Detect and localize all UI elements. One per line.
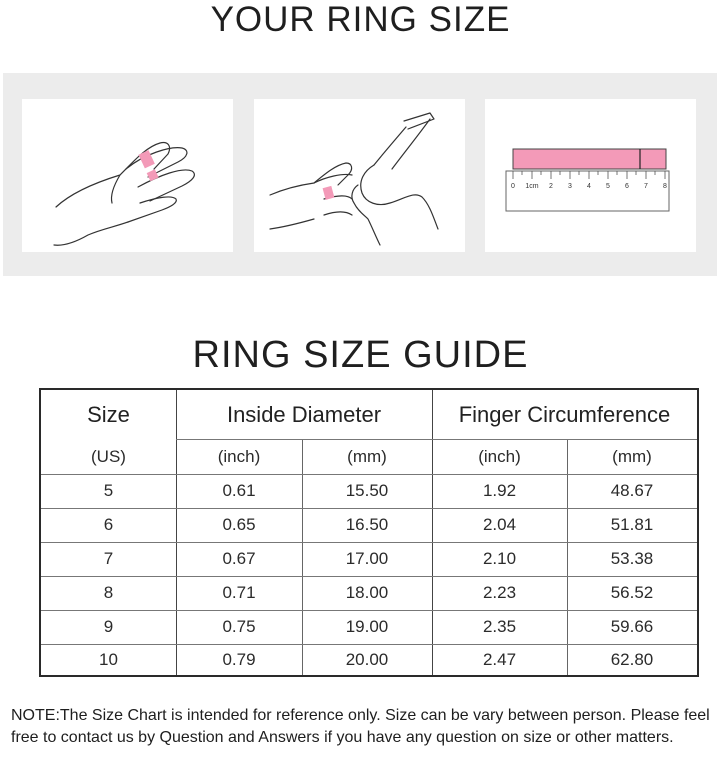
ruler-tick-label: 8 [663, 183, 667, 190]
disclaimer-note: NOTE:The Size Chart is intended for reference only. Size can be vary between person. Please feel free to contact us by Question and Answers if you have any question on size or other matters. [11, 707, 710, 746]
table-cell: 10 [99, 649, 118, 669]
page-title: YOUR RING SIZE [210, 0, 511, 39]
table-cell: 8 [103, 583, 114, 602]
table-cell: 0.65 [222, 515, 256, 534]
table-cell: 0.67 [222, 549, 256, 568]
ruler-tick-label: 4 [587, 183, 591, 190]
table-cell: 7 [103, 549, 114, 568]
table-cell: 17.00 [345, 549, 389, 568]
unit-us: (US) [91, 446, 126, 466]
unit-circumference-mm: (mm) [612, 446, 652, 466]
table-cell: 0.79 [222, 649, 256, 669]
table-cell: 2.47 [482, 649, 517, 669]
ruler-tick-label: 0 [511, 183, 515, 190]
table-cell: 16.50 [345, 515, 389, 534]
table-cell: 5 [103, 481, 114, 500]
table-cell: 62.80 [610, 649, 654, 669]
ruler-tick-label: 2 [549, 183, 553, 190]
header-inside-diameter: Inside Diameter [226, 401, 382, 427]
table-cell: 0.61 [222, 481, 256, 500]
step-wrap-finger-image [22, 99, 233, 252]
table-cell: 18.00 [345, 583, 389, 602]
ruler-tick-label: 7 [644, 183, 648, 190]
ring-size-table [39, 388, 699, 677]
table-cell: 48.67 [610, 481, 654, 500]
ruler-tick-label: 3 [568, 183, 572, 190]
table-cell: 20.00 [345, 649, 389, 669]
guide-title: RING SIZE GUIDE [192, 334, 529, 376]
step-measure-ruler-image [485, 99, 696, 252]
table-cell: 2.04 [482, 515, 517, 534]
table-cell: 2.35 [482, 617, 517, 636]
header-finger-circumference: Finger Circumference [458, 401, 671, 427]
table-cell: 53.38 [610, 549, 654, 568]
table-cell: 6 [103, 515, 114, 534]
ruler-tick-label: 5 [606, 183, 610, 190]
unit-diameter-inch: (inch) [217, 446, 261, 466]
ruler-tick-label: 1cm [525, 183, 539, 190]
table-cell: 1.92 [482, 481, 517, 500]
table-cell: 2.10 [482, 549, 517, 568]
header-size: Size [87, 401, 130, 427]
table-cell: 51.81 [610, 515, 654, 534]
table-cell: 19.00 [345, 617, 389, 636]
table-cell: 0.75 [222, 617, 256, 636]
table-cell: 0.71 [222, 583, 256, 602]
unit-diameter-mm: (mm) [347, 446, 387, 466]
ruler-tick-label: 6 [625, 183, 629, 190]
table-cell: 15.50 [345, 481, 389, 500]
table-cell: 2.23 [482, 583, 517, 602]
instruction-band [3, 73, 717, 276]
table-cell: 9 [103, 617, 114, 636]
table-cell: 56.52 [610, 583, 654, 602]
unit-circumference-inch: (inch) [478, 446, 521, 466]
step-mark-paper-image [254, 99, 465, 252]
table-cell: 59.66 [610, 617, 654, 636]
